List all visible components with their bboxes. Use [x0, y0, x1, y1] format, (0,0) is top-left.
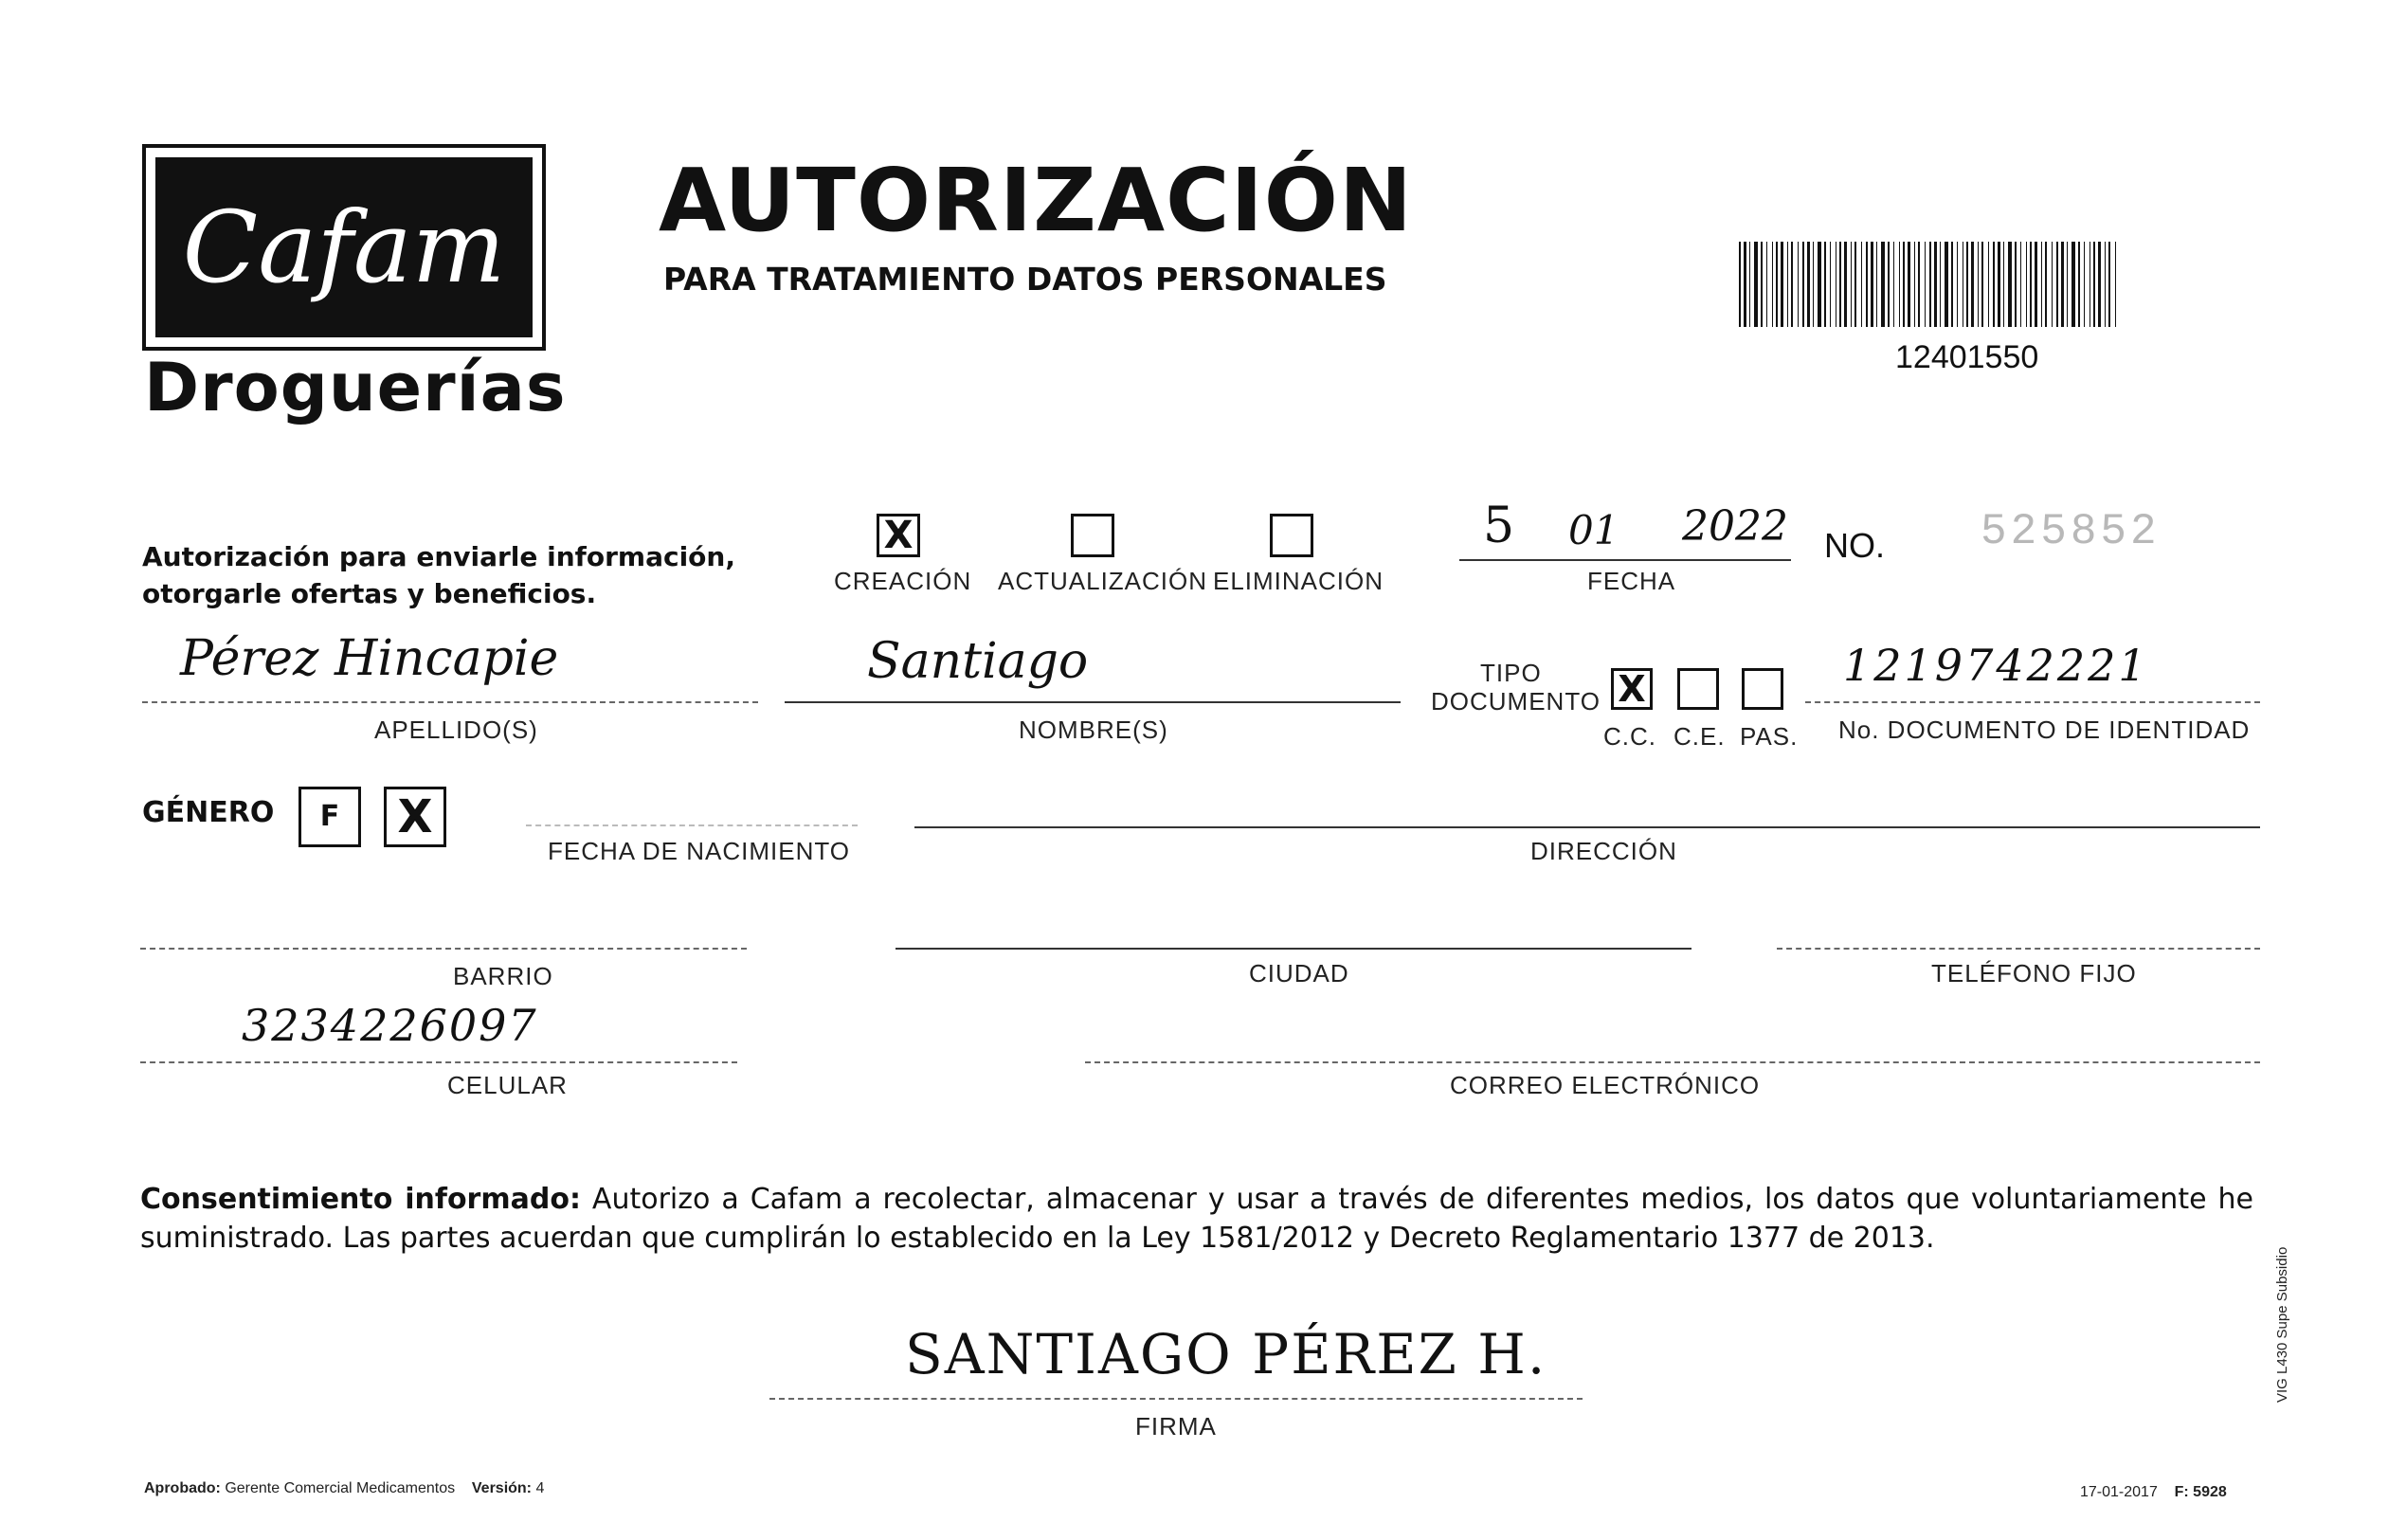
signature: SANTIAGO PÉREZ H. — [905, 1322, 1547, 1386]
barcode-bar — [1993, 242, 1995, 327]
barcode-bar — [1754, 242, 1758, 327]
barcode-bar — [1988, 242, 1989, 327]
barcode-bar — [1824, 242, 1826, 327]
barcode-bar — [1888, 242, 1890, 327]
barcode-bar — [2078, 242, 2080, 327]
label-cc: C.C. — [1603, 722, 1656, 751]
barcode — [1739, 242, 2123, 327]
document-subtitle: PARA TRATAMIENTO DATOS PERSONALES — [663, 261, 1387, 298]
signature-line[interactable] — [769, 1398, 1583, 1400]
logo-text: Cafam — [155, 157, 533, 337]
fecha-year: 2022 — [1682, 502, 1788, 551]
barcode-bar — [1899, 242, 1900, 327]
label-celular: CELULAR — [447, 1071, 568, 1099]
checkbox-actualizacion[interactable] — [1071, 514, 1114, 557]
barcode-bar — [2067, 242, 2068, 327]
nombre-value: Santiago — [867, 633, 1089, 690]
footer-aprobado-label: Aprobado: — [144, 1480, 221, 1496]
label-actualizacion: ACTUALIZACIÓN — [998, 567, 1208, 595]
barcode-bar — [1871, 242, 1873, 327]
barcode-bar — [1918, 242, 1920, 327]
logo-subtitle: Droguerías — [144, 349, 567, 426]
barcode-bar — [1971, 242, 1974, 327]
label-barrio: BARRIO — [453, 962, 553, 990]
celular-value: 3234226097 — [242, 1000, 538, 1051]
barcode-bar — [2041, 242, 2042, 327]
barcode-bar — [1981, 242, 1983, 327]
barcode-bar — [1908, 242, 1910, 327]
barcode-bar — [2035, 242, 2037, 327]
barrio-line[interactable] — [140, 948, 747, 950]
fecha-day: 5 — [1483, 498, 1515, 554]
barcode-bar — [1893, 242, 1894, 327]
barcode-bar — [1998, 242, 2000, 327]
label-tipo: TIPO — [1480, 659, 1542, 687]
label-firma: FIRMA — [1135, 1412, 1217, 1440]
barcode-bar — [2093, 242, 2095, 327]
checkbox-creacion[interactable] — [877, 514, 920, 557]
barcode-bar — [2015, 242, 2017, 327]
barcode-bar — [1903, 242, 1905, 327]
celular-line — [140, 1061, 737, 1063]
label-fecha: FECHA — [1587, 567, 1676, 595]
authorization-text-line1: Autorización para enviarle información, — [142, 541, 735, 572]
barcode-bar — [2071, 242, 2075, 327]
checkmark-cc: X — [1618, 668, 1646, 710]
footer-approval — [144, 1480, 544, 1497]
direccion-line[interactable] — [914, 826, 2260, 828]
barcode-bar — [2008, 242, 2012, 327]
barcode-bar — [2061, 242, 2064, 327]
logo — [142, 144, 546, 351]
apellidos-value: Pérez Hincapie — [180, 630, 559, 687]
consent-text: Autorizo a Cafam a recolectar, almacenar y usar a través de diferentes medios, los datos que voluntariamente he suministrado. Las partes acuerdan que cumplirán lo establecido en la Ley 1581/2012 y Decreto Reglamentario 1377 de 2013. — [140, 1183, 2253, 1255]
label-documento: DOCUMENTO — [1431, 687, 1601, 716]
checkbox-genero-m[interactable] — [384, 787, 446, 847]
authorization-text — [142, 538, 735, 612]
footer-version-label: Versión: — [471, 1480, 533, 1496]
footer-version-value: 4 — [535, 1480, 545, 1496]
barcode-bar — [1876, 242, 1877, 327]
barcode-bar — [1929, 242, 1931, 327]
ciudad-line[interactable] — [896, 948, 1692, 950]
telefono-line[interactable] — [1777, 948, 2260, 950]
checkmark-genero-m: X — [397, 790, 433, 843]
barcode-bar — [2105, 242, 2106, 327]
barcode-bar — [1766, 242, 1767, 327]
checkbox-pas[interactable] — [1742, 668, 1783, 710]
checkbox-cc[interactable] — [1611, 668, 1653, 710]
label-pas: PAS. — [1740, 722, 1799, 751]
form-number: 525852 — [1981, 507, 2161, 556]
barcode-bar — [1925, 242, 1926, 327]
consent-paragraph — [140, 1180, 2253, 1258]
documento-line — [1805, 701, 2260, 703]
barcode-bar — [1854, 242, 1856, 327]
fecha-month: 01 — [1568, 507, 1619, 553]
barcode-bar — [2045, 242, 2047, 327]
barcode-bar — [1866, 242, 1868, 327]
correo-line[interactable] — [1085, 1061, 2260, 1063]
barcode-bar — [2030, 242, 2032, 327]
documento-value: 1219742221 — [1843, 640, 2149, 691]
barcode-bar — [1761, 242, 1763, 327]
barcode-bar — [1798, 242, 1799, 327]
barcode-bar — [1776, 242, 1778, 327]
barcode-bar — [1940, 242, 1941, 327]
label-fecha-nacimiento: FECHA DE NACIMIENTO — [548, 837, 851, 865]
barcode-bar — [1851, 242, 1852, 327]
barcode-bar — [1945, 242, 1948, 327]
label-eliminacion: ELIMINACIÓN — [1213, 567, 1384, 595]
footer-date-code: 17-01-2017 — [2080, 1484, 2158, 1500]
authorization-text-line2: otorgarle ofertas y beneficios. — [142, 578, 597, 609]
barcode-bar — [2115, 242, 2116, 327]
barcode-bar — [1744, 242, 1746, 327]
fecha-line — [1459, 559, 1791, 561]
barcode-bar — [1787, 242, 1788, 327]
barcode-bar — [1830, 242, 1831, 327]
barcode-bar — [2098, 242, 2101, 327]
barcode-bar — [1978, 242, 1979, 327]
barcode-bar — [1749, 242, 1750, 327]
barcode-bar — [1881, 242, 1885, 327]
barcode-bar — [1813, 242, 1814, 327]
checkbox-genero-f[interactable]: F — [298, 787, 361, 847]
barcode-bar — [2020, 242, 2021, 327]
document-title: AUTORIZACIÓN — [659, 150, 1413, 251]
barcode-bar — [1807, 242, 1810, 327]
checkbox-eliminacion[interactable] — [1270, 514, 1313, 557]
footer-codes — [2080, 1484, 2227, 1501]
barcode-number: 12401550 — [1895, 339, 2039, 375]
barcode-bar — [2003, 242, 2004, 327]
barcode-bar — [1818, 242, 1821, 327]
barcode-bar — [1966, 242, 1968, 327]
barcode-bar — [1951, 242, 1953, 327]
footer-form-code: F: 5928 — [2174, 1484, 2227, 1500]
label-documento-identidad: No. DOCUMENTO DE IDENTIDAD — [1838, 716, 2251, 744]
label-apellidos: APELLIDO(S) — [374, 716, 538, 744]
barcode-bar — [2084, 242, 2085, 327]
nombre-line[interactable] — [785, 701, 1401, 703]
barcode-bar — [2026, 242, 2027, 327]
label-genero: GÉNERO — [142, 796, 275, 829]
barcode-bar — [1772, 242, 1773, 327]
barcode-bar — [1957, 242, 1958, 327]
footer-aprobado-value: Gerente Comercial Medicamentos — [225, 1480, 456, 1496]
label-creacion: CREACIÓN — [834, 567, 972, 595]
checkbox-ce[interactable] — [1677, 668, 1719, 710]
barcode-bar — [1781, 242, 1783, 327]
label-correo: CORREO ELECTRÓNICO — [1450, 1071, 1761, 1099]
label-ce: C.E. — [1673, 722, 1726, 751]
barcode-bar — [1914, 242, 1915, 327]
fecha-nacimiento-line[interactable] — [526, 824, 858, 826]
consent-title: Consentimiento informado: — [140, 1183, 581, 1216]
label-direccion: DIRECCIÓN — [1530, 837, 1677, 865]
label-telefono: TELÉFONO FIJO — [1931, 959, 2137, 987]
barcode-bar — [1802, 242, 1804, 327]
barcode-bar — [1934, 242, 1937, 327]
barcode-bar — [1791, 242, 1793, 327]
barcode-bar — [2052, 242, 2053, 327]
barcode-bar — [1861, 242, 1862, 327]
label-ciudad: CIUDAD — [1249, 959, 1349, 987]
barcode-bar — [1839, 242, 1841, 327]
barcode-bar — [1844, 242, 1847, 327]
barcode-bar — [2108, 242, 2110, 327]
label-nombre: NOMBRE(S) — [1019, 716, 1168, 744]
barcode-bar — [2056, 242, 2058, 327]
label-no: NO. — [1824, 526, 1886, 565]
side-vertical-text: VIG L430 Supe Subsidio — [2274, 1246, 2290, 1403]
barcode-bar — [1739, 242, 1741, 327]
apellidos-line — [142, 701, 758, 703]
checkmark-creacion: X — [883, 514, 914, 557]
